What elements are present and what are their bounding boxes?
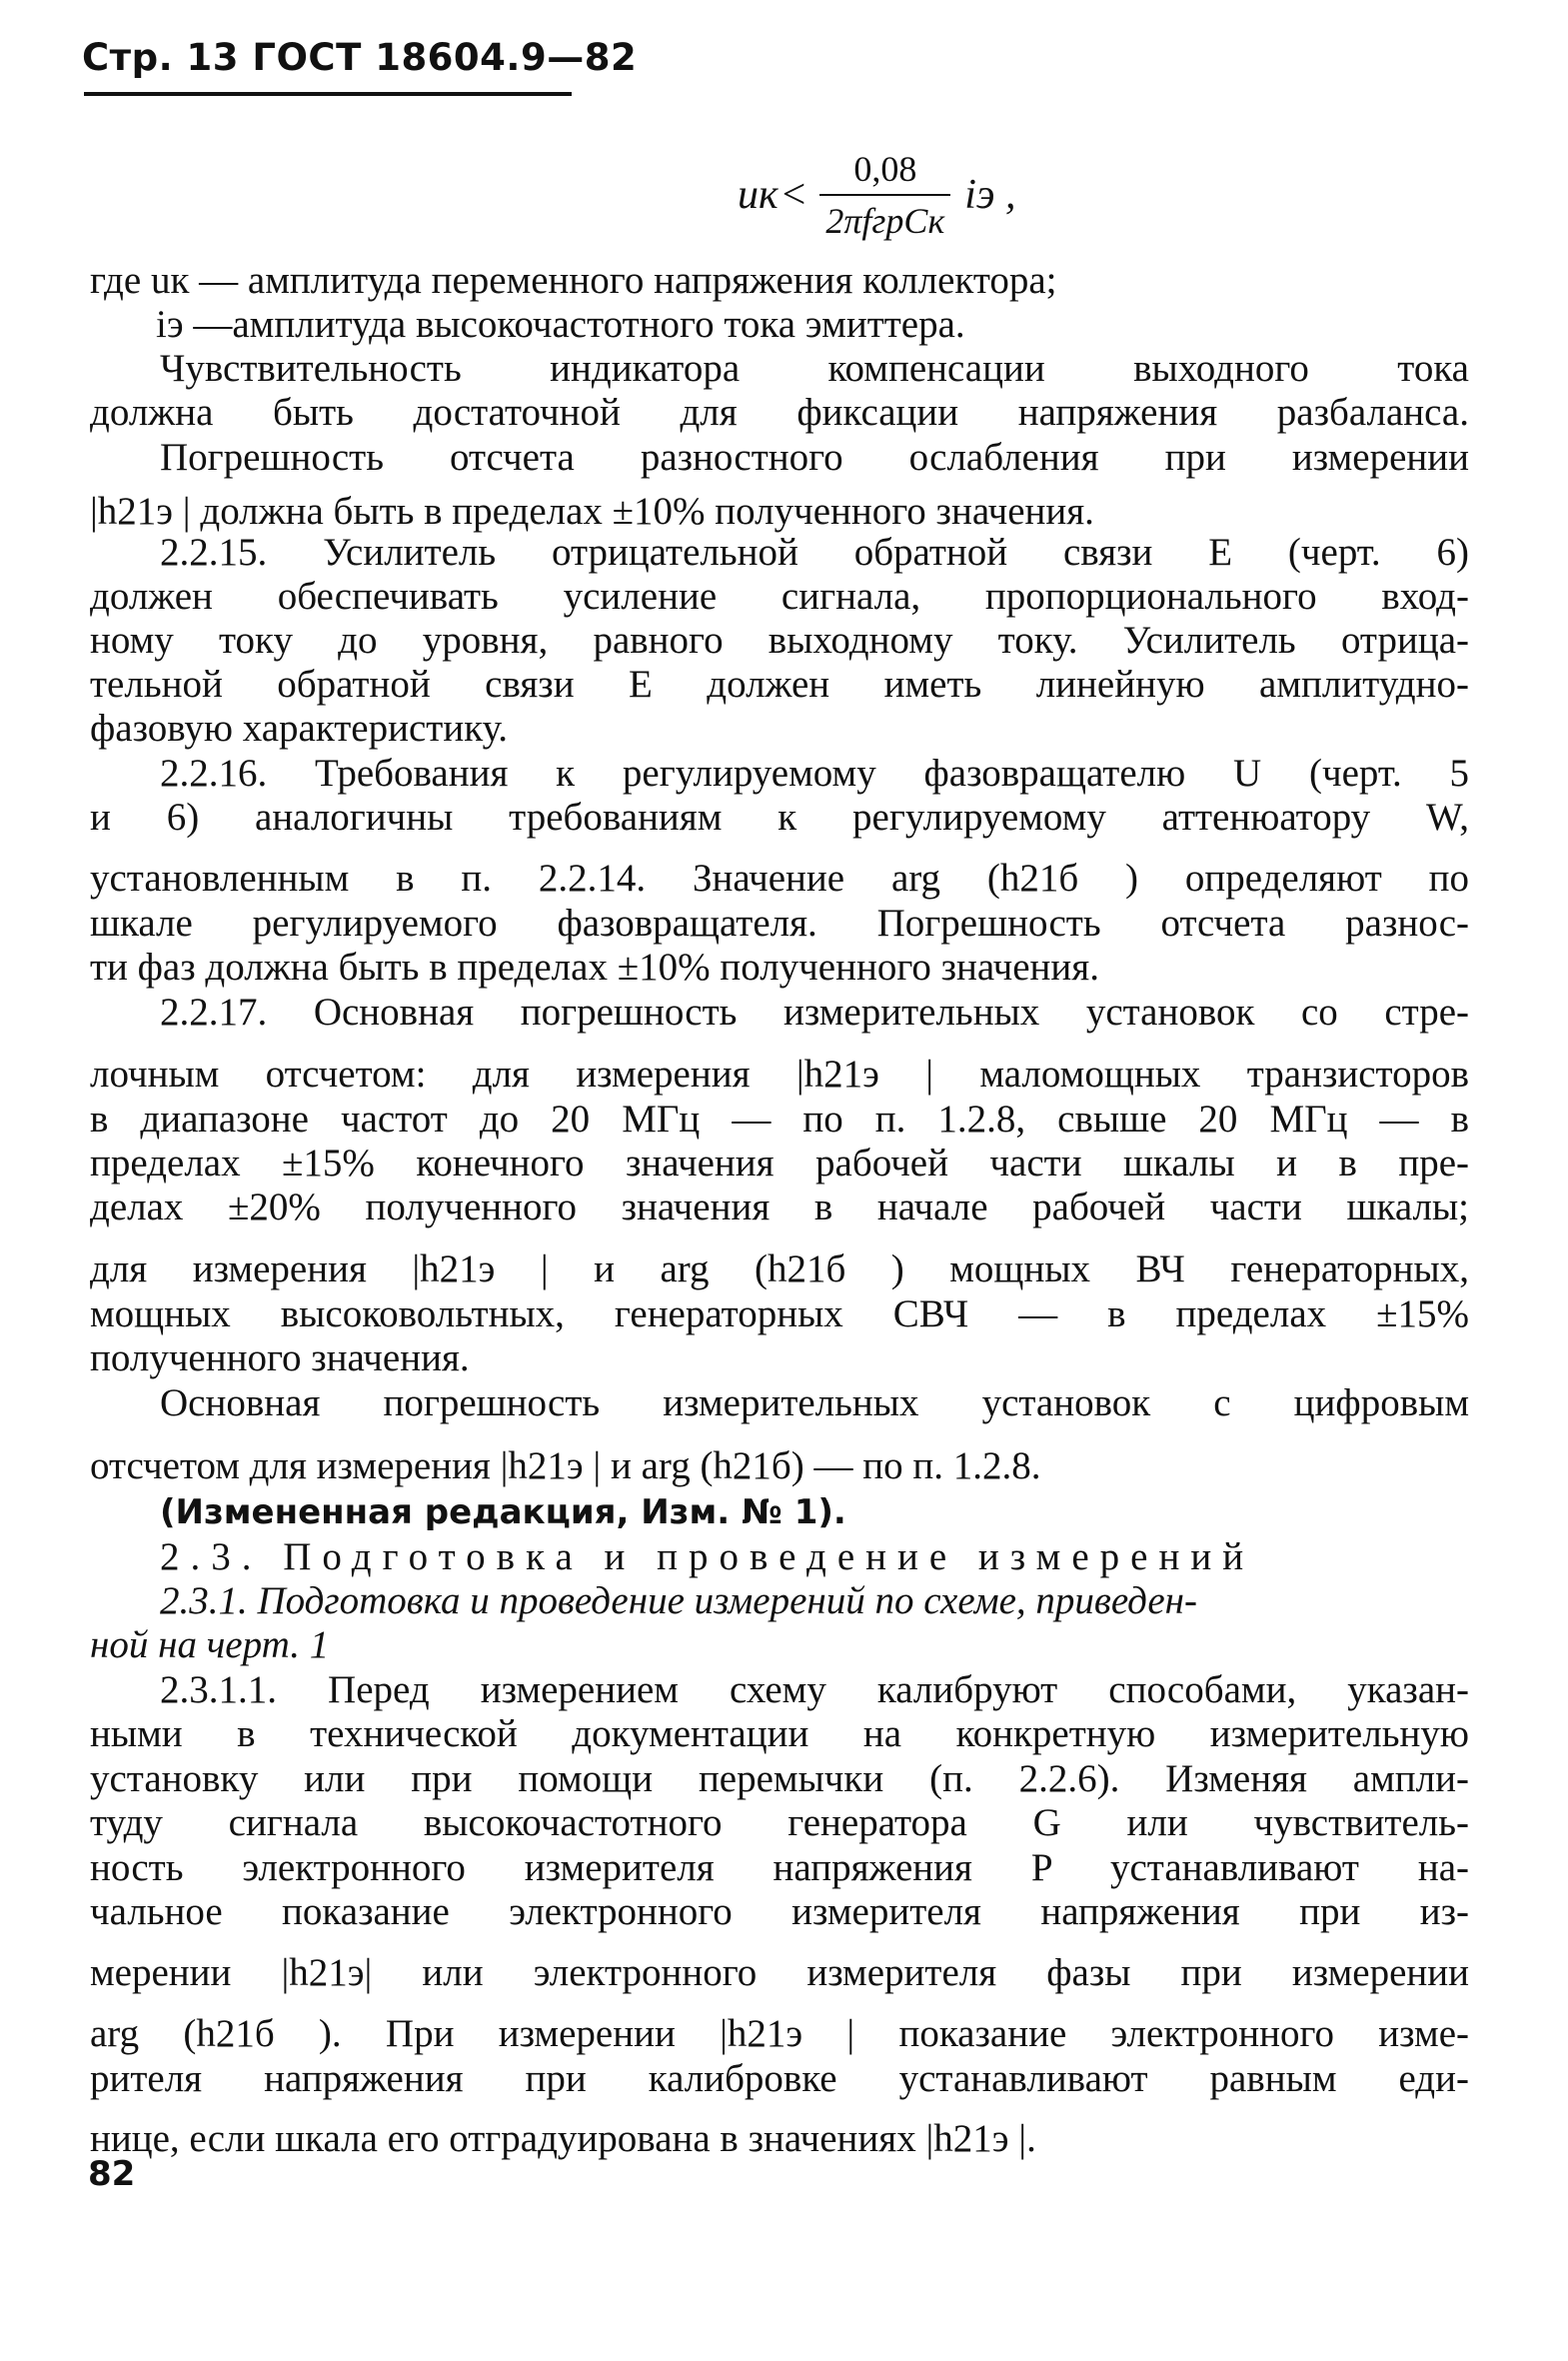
text-line: установку или при помощи перемычки (п. 2.2.6). Изменяя ампли-: [90, 1757, 1469, 1800]
text-line: мерении |h21э| или электронного измерителя фазы при измерении: [90, 1951, 1469, 1994]
formula-denominator: 2πfгрCк: [825, 201, 945, 241]
formula-rhs: iэ ,: [964, 172, 1016, 218]
formula-lhs: uк: [738, 172, 779, 218]
text-line: должен обеспечивать усиление сигнала, пропорционального вход-: [90, 575, 1469, 618]
page-header: Стр. 13 ГОСТ 18604.9—82: [82, 36, 638, 79]
text-line: делах ±20% полученного значения в начале рабочей части шкалы;: [90, 1185, 1469, 1228]
text-line: Погрешность отсчета разностного ослабления при измерении: [160, 436, 1469, 479]
text-line: рителя напряжения при калибровке устанавливают равным еди-: [90, 2057, 1469, 2100]
text-line: 2.2.16. Требования к регулируемому фазовращателю U (черт. 5: [160, 752, 1469, 795]
fraction-bar: [819, 194, 950, 196]
text-line: полученного значения.: [90, 1336, 470, 1379]
edition-note: (Измененная редакция, Изм. № 1).: [160, 1492, 846, 1532]
text-line: |h21э | должна быть в пределах ±10% полученного значения.: [90, 490, 1094, 533]
subsection-heading: ной на черт. 1: [90, 1623, 330, 1666]
text-line: чальное показание электронного измерителя напряжения при из-: [90, 1890, 1469, 1933]
formula-numerator: 0,08: [853, 149, 917, 189]
section-heading: 2.3. Подготовка и проведение измерений: [160, 1535, 1255, 1578]
text-line: шкале регулируемого фазовращателя. Погрешность отсчета разнос-: [90, 902, 1469, 945]
header-rule: [84, 92, 572, 96]
formula-fraction: [819, 148, 950, 242]
text-line: пределах ±15% конечного значения рабочей части шкалы и в пре-: [90, 1142, 1469, 1184]
text-line: для измерения |h21э | и arg (h21б ) мощных ВЧ генераторных,: [90, 1247, 1469, 1290]
text-line: в диапазоне частот до 20 МГц — по п. 1.2.8, свыше 20 МГц — в: [90, 1098, 1469, 1141]
text-line: где uк — амплитуда переменного напряжения коллектора;: [90, 259, 1057, 302]
text-line: 2.3.1.1. Перед измерением схему калибруют способами, указан-: [160, 1668, 1469, 1711]
text-line: arg (h21б ). При измерении |h21э | показание электронного изме-: [90, 2012, 1469, 2055]
text-line: лочным отсчетом: для измерения |h21э | маломощных транзисторов: [90, 1053, 1469, 1096]
text-line: должна быть достаточной для фиксации напряжения разбаланса.: [90, 391, 1469, 434]
text-line: ность электронного измерителя напряжения P устанавливают на-: [90, 1846, 1469, 1889]
text-line: Основная погрешность измерительных установок с цифровым: [160, 1381, 1469, 1424]
text-line: ными в технической документации на конкретную измерительную: [90, 1712, 1469, 1755]
text-line: 2.2.15. Усилитель отрицательной обратной связи E (черт. 6): [160, 531, 1469, 574]
text-line: мощных высоковольтных, генераторных СВЧ — в пределах ±15%: [90, 1292, 1469, 1335]
text-line: 2.2.17. Основная погрешность измерительных установок со стре-: [160, 991, 1469, 1034]
page-number: 82: [88, 2154, 136, 2194]
formula-relation: <: [782, 172, 806, 218]
text-line: нице, если шкала его отградуирована в значениях |h21э |.: [90, 2117, 1036, 2160]
text-line: Чувствительность индикатора компенсации выходного тока: [160, 347, 1469, 390]
text-line: ти фаз должна быть в пределах ±10% полученного значения.: [90, 946, 1099, 989]
text-line: фазовую характеристику.: [90, 707, 508, 750]
text-line: и 6) аналогичны требованиям к регулируемому аттенюатору W,: [90, 796, 1469, 839]
text-line: iэ —амплитуда высокочастотного тока эмиттера.: [156, 303, 965, 346]
text-line: туду сигнала высокочастотного генератора G или чувствитель-: [90, 1801, 1469, 1844]
text-line: тельной обратной связи E должен иметь линейную амплитудно-: [90, 663, 1469, 706]
text-line: установленным в п. 2.2.14. Значение arg (h21б ) определяют по: [90, 857, 1469, 900]
text-line: отсчетом для измерения |h21э | и arg (h21б) — по п. 1.2.8.: [90, 1444, 1041, 1487]
subsection-heading: 2.3.1. Подготовка и проведение измерений по схеме, приведен-: [160, 1579, 1198, 1622]
text-line: ному току до уровня, равного выходному току. Усилитель отрица-: [90, 619, 1469, 662]
formula: [738, 140, 1015, 250]
